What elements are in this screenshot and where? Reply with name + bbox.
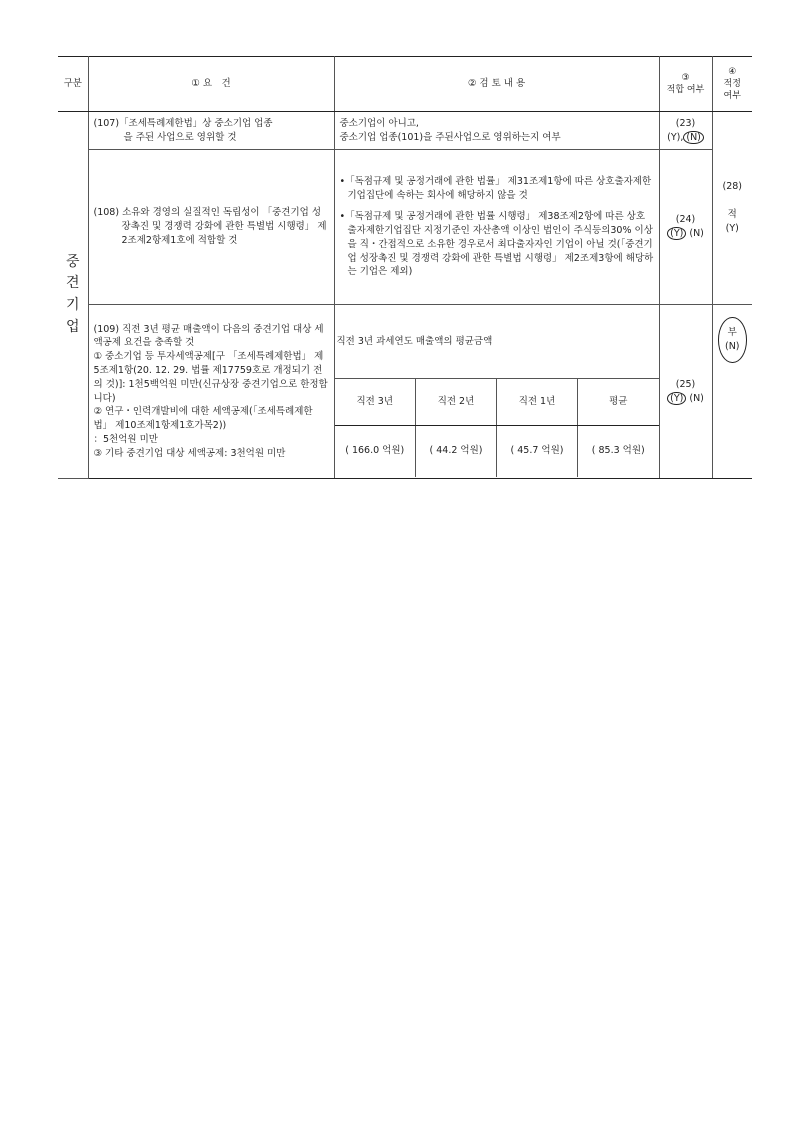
requirement-109-line-3: ② 연구・인력개발비에 대한 세액공제(「조세특례제한법」 제10조제1항제1호가목2)) bbox=[93, 406, 313, 432]
row-109 bbox=[58, 305, 752, 479]
header-overall-number: ④ bbox=[728, 66, 737, 77]
sales-value-average: ( 85.3 억원) bbox=[578, 425, 659, 477]
review-form-sheet bbox=[58, 56, 752, 479]
fit-107-yes: (Y), bbox=[667, 131, 684, 143]
header-fit-label: 적합 여부 bbox=[666, 85, 705, 95]
category-midsize-enterprise: 중 견 기 업 bbox=[58, 112, 88, 479]
header-overall-label-1: 적정 bbox=[723, 78, 741, 89]
header-row bbox=[58, 57, 752, 112]
fit-107-number: (23) bbox=[675, 117, 696, 129]
sales-value-3y: ( 166.0 억원) bbox=[335, 425, 416, 477]
review-108-bullet-2: •「독점규제 및 공정거래에 관한 법률 시행령」 제38조제2항에 따른 상호출자제한기업집단 지정기준인 자산총액 이상인 법인이 주식등의30% 이상을 직・간접적으로 소유한 경우로서 최다출자자인 기업이 아닐 것(「중견기업 성장촉진 및 경쟁력 강화에 관한 특별법 시행령」 제2조제3항에 해당하는 기업은 제외) bbox=[339, 211, 654, 278]
sales-value-2y: ( 44.2 억원) bbox=[416, 425, 497, 477]
overall-no bbox=[712, 305, 752, 479]
review-107 bbox=[334, 112, 659, 150]
requirement-109-line-5: ③ 기타 중견기업 대상 세액공제: 3천억원 미만 bbox=[93, 447, 286, 459]
sales-header-1y: 직전 1년 bbox=[497, 379, 578, 425]
overall-no-circled bbox=[718, 317, 747, 363]
fit-108-number: (24) bbox=[675, 214, 696, 226]
requirement-109 bbox=[88, 305, 334, 479]
review-108 bbox=[334, 150, 659, 305]
sales-header-average: 평균 bbox=[578, 379, 659, 425]
overall-yes bbox=[712, 112, 752, 305]
overall-number: (28) bbox=[722, 181, 742, 193]
requirement-109-line-4: ：5천억원 미만 bbox=[93, 433, 158, 445]
fit-109-number: (25) bbox=[675, 378, 696, 390]
header-fit bbox=[659, 57, 712, 112]
requirement-109-line-1: (109) 직전 3년 평균 매출액이 다음의 중견기업 대상 세액공제 요건을 충족할 것 bbox=[93, 323, 324, 349]
fit-108-yes-circled: (Y) bbox=[667, 227, 686, 240]
requirement-108-text: (108) 소유와 경영의 실질적인 독립성이 「중견기업 성장촉진 및 경쟁력 강화에 관한 특별법 시행령」 제2조제2항제1호에 적합할 것 bbox=[93, 207, 327, 246]
overall-yes-label: 적 bbox=[727, 209, 737, 220]
review-109-title: 직전 3년 과세연도 매출액의 평균금액 bbox=[335, 306, 659, 379]
fit-109-yes-circled: (Y) bbox=[667, 392, 686, 405]
overall-no-code: (N) bbox=[724, 340, 740, 352]
sales-header-3y: 직전 3년 bbox=[335, 379, 416, 425]
fit-109-no: (N) bbox=[689, 392, 704, 404]
fit-108-no: (N) bbox=[689, 228, 704, 239]
requirement-108 bbox=[88, 150, 334, 305]
review-107-line-2: 중소기업 업종(101)을 주된사업으로 영위하는지 여부 bbox=[339, 131, 561, 143]
requirement-107 bbox=[88, 112, 334, 150]
overall-no-label: 부 bbox=[727, 327, 737, 338]
requirement-107-line-2: 을 주된 사업으로 영위할 것 bbox=[123, 131, 237, 143]
sales-value-1y: ( 45.7 억원) bbox=[497, 425, 578, 477]
header-fit-number: ③ bbox=[681, 72, 690, 83]
header-requirement: ① 요 건 bbox=[88, 57, 334, 112]
sales-header-row bbox=[335, 379, 659, 425]
header-overall-label-2: 여부 bbox=[723, 91, 741, 102]
fit-109 bbox=[659, 305, 712, 479]
row-108 bbox=[58, 150, 752, 305]
sales-header-2y: 직전 2년 bbox=[416, 379, 497, 425]
fit-108 bbox=[659, 150, 712, 305]
header-category: 구분 bbox=[58, 57, 88, 112]
header-review: ② 검 토 내 용 bbox=[334, 57, 659, 112]
fit-107-no-circled: (N) bbox=[683, 131, 704, 144]
overall-yes-code: (Y) bbox=[725, 222, 739, 234]
row-107 bbox=[58, 112, 752, 150]
review-108-bullet-1: •「독점규제 및 공정거래에 관한 법률」 제31조제1항에 따른 상호출자제한기업집단에 속하는 회사에 해당하지 않을 것 bbox=[339, 175, 652, 201]
sme-review-table bbox=[58, 56, 752, 479]
sales-table bbox=[335, 379, 659, 477]
sales-value-row bbox=[335, 425, 659, 477]
review-107-line-1: 중소기업이 아니고, bbox=[339, 117, 419, 129]
fit-107 bbox=[659, 112, 712, 150]
review-109 bbox=[334, 305, 659, 479]
requirement-109-line-2: ① 중소기업 등 투자세액공제[구 「조세특례제한법」 제5조제1항(20. 12. 29. 법률 제17759호로 개정되기 전의 것)]: 1천5백억원 미만(신규상장 중견기업으로 한정합니다) bbox=[93, 351, 328, 404]
requirement-107-line-1: (107)「조세특례제한법」상 중소기업 업종 bbox=[93, 117, 273, 129]
header-overall bbox=[712, 57, 752, 112]
